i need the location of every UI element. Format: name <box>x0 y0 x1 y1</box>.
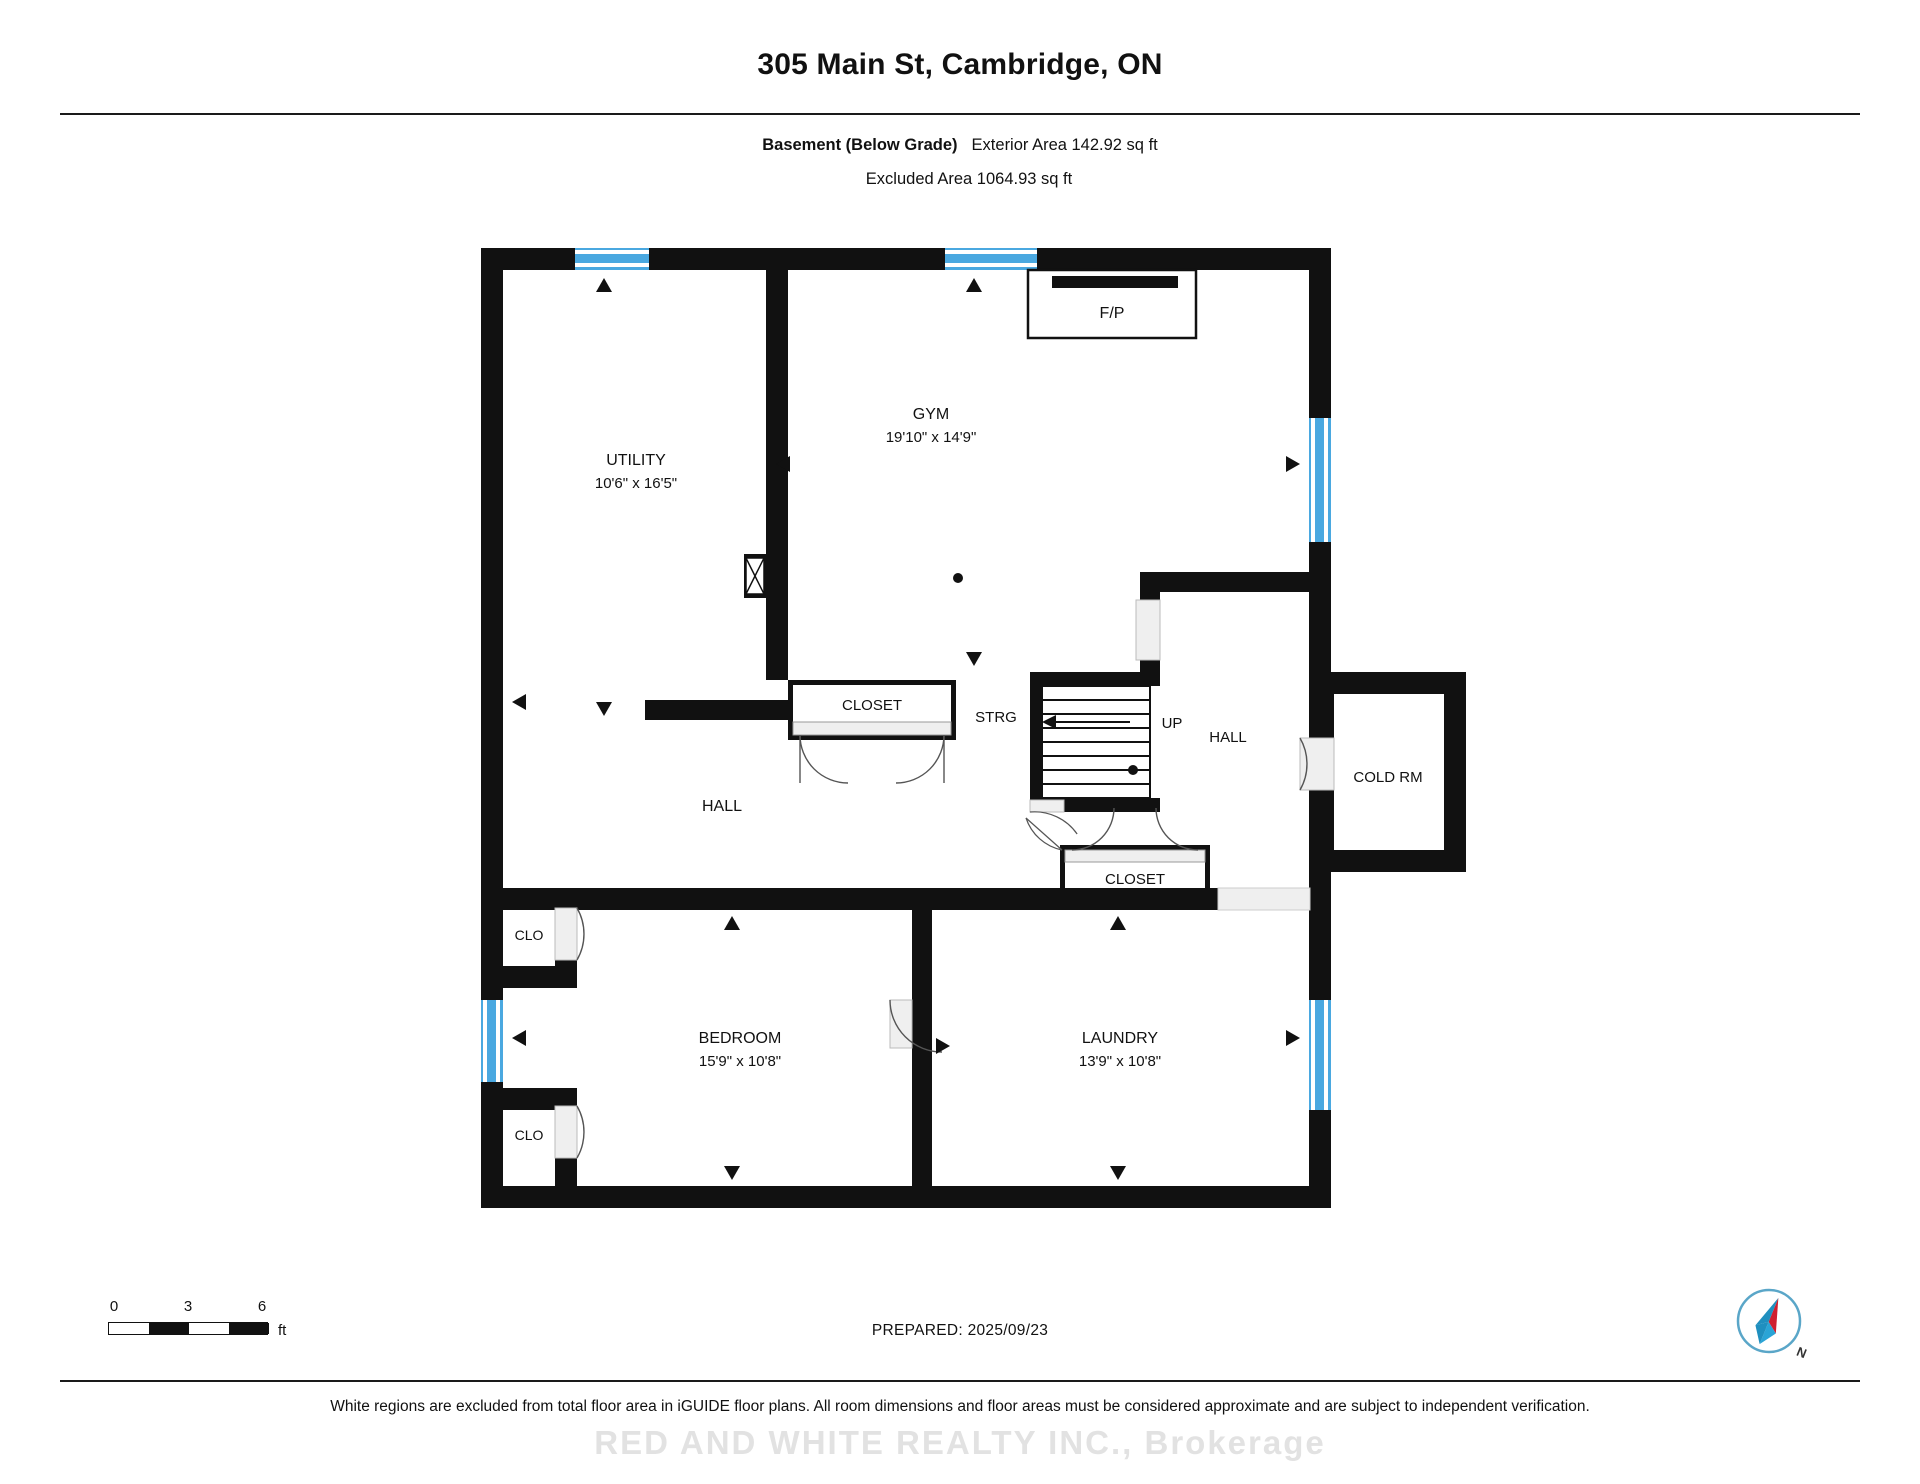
footer-divider <box>60 1380 1860 1382</box>
room-dims-utility: 10'6" x 16'5" <box>594 475 678 492</box>
room-label-utility: UTILITY <box>606 452 666 469</box>
clo-top-label: CLO <box>514 927 544 943</box>
closet-upper-label: CLOSET <box>841 697 903 714</box>
scale-ticks <box>100 1298 300 1316</box>
room-label-laundry: LAUNDRY <box>1081 1030 1159 1047</box>
room-label-bedroom: BEDROOM <box>698 1030 782 1047</box>
scale-tick-2: 6 <box>257 1298 267 1315</box>
compass-north-label: N <box>1794 1343 1809 1362</box>
room-dims-bedroom: 15'9" x 10'8" <box>698 1053 782 1070</box>
scale-unit: ft <box>278 1322 287 1339</box>
fireplace-label: F/P <box>1099 305 1125 322</box>
cold-room-label: COLD RM <box>1353 769 1423 786</box>
scale-tick-0: 0 <box>109 1298 119 1315</box>
storage-label: STRG <box>975 709 1017 726</box>
closet-lower-label: CLOSET <box>1104 871 1166 888</box>
room-dims-gym: 19'10" x 14'9" <box>885 429 977 446</box>
page-title: 305 Main St, Cambridge, ON <box>757 48 1163 81</box>
scale-tick-1: 3 <box>183 1298 193 1315</box>
room-label-gym: GYM <box>912 406 950 423</box>
exterior-area: Exterior Area 142.92 sq ft <box>971 136 1158 154</box>
excluded-area: Excluded Area 1064.93 sq ft <box>865 170 1073 188</box>
hall-left-label: HALL <box>701 798 743 815</box>
prepared-date: PREPARED: 2025/09/23 <box>871 1322 1049 1339</box>
clo-bottom-label: CLO <box>514 1127 544 1143</box>
level-label: Basement (Below Grade) <box>762 136 958 154</box>
room-dims-laundry: 13'9" x 10'8" <box>1078 1053 1162 1070</box>
hall-right-label: HALL <box>1209 729 1247 746</box>
compass-rose <box>1730 1282 1808 1360</box>
disclaimer-text: White regions are excluded from total floor area in iGUIDE floor plans. All room dimensions and floor areas must be considered approximate and are subject to independent verification. <box>330 1398 1590 1415</box>
brokerage-watermark: RED AND WHITE REALTY INC., Brokerage <box>594 1424 1326 1461</box>
stairs-up-label: UP <box>1161 715 1183 732</box>
